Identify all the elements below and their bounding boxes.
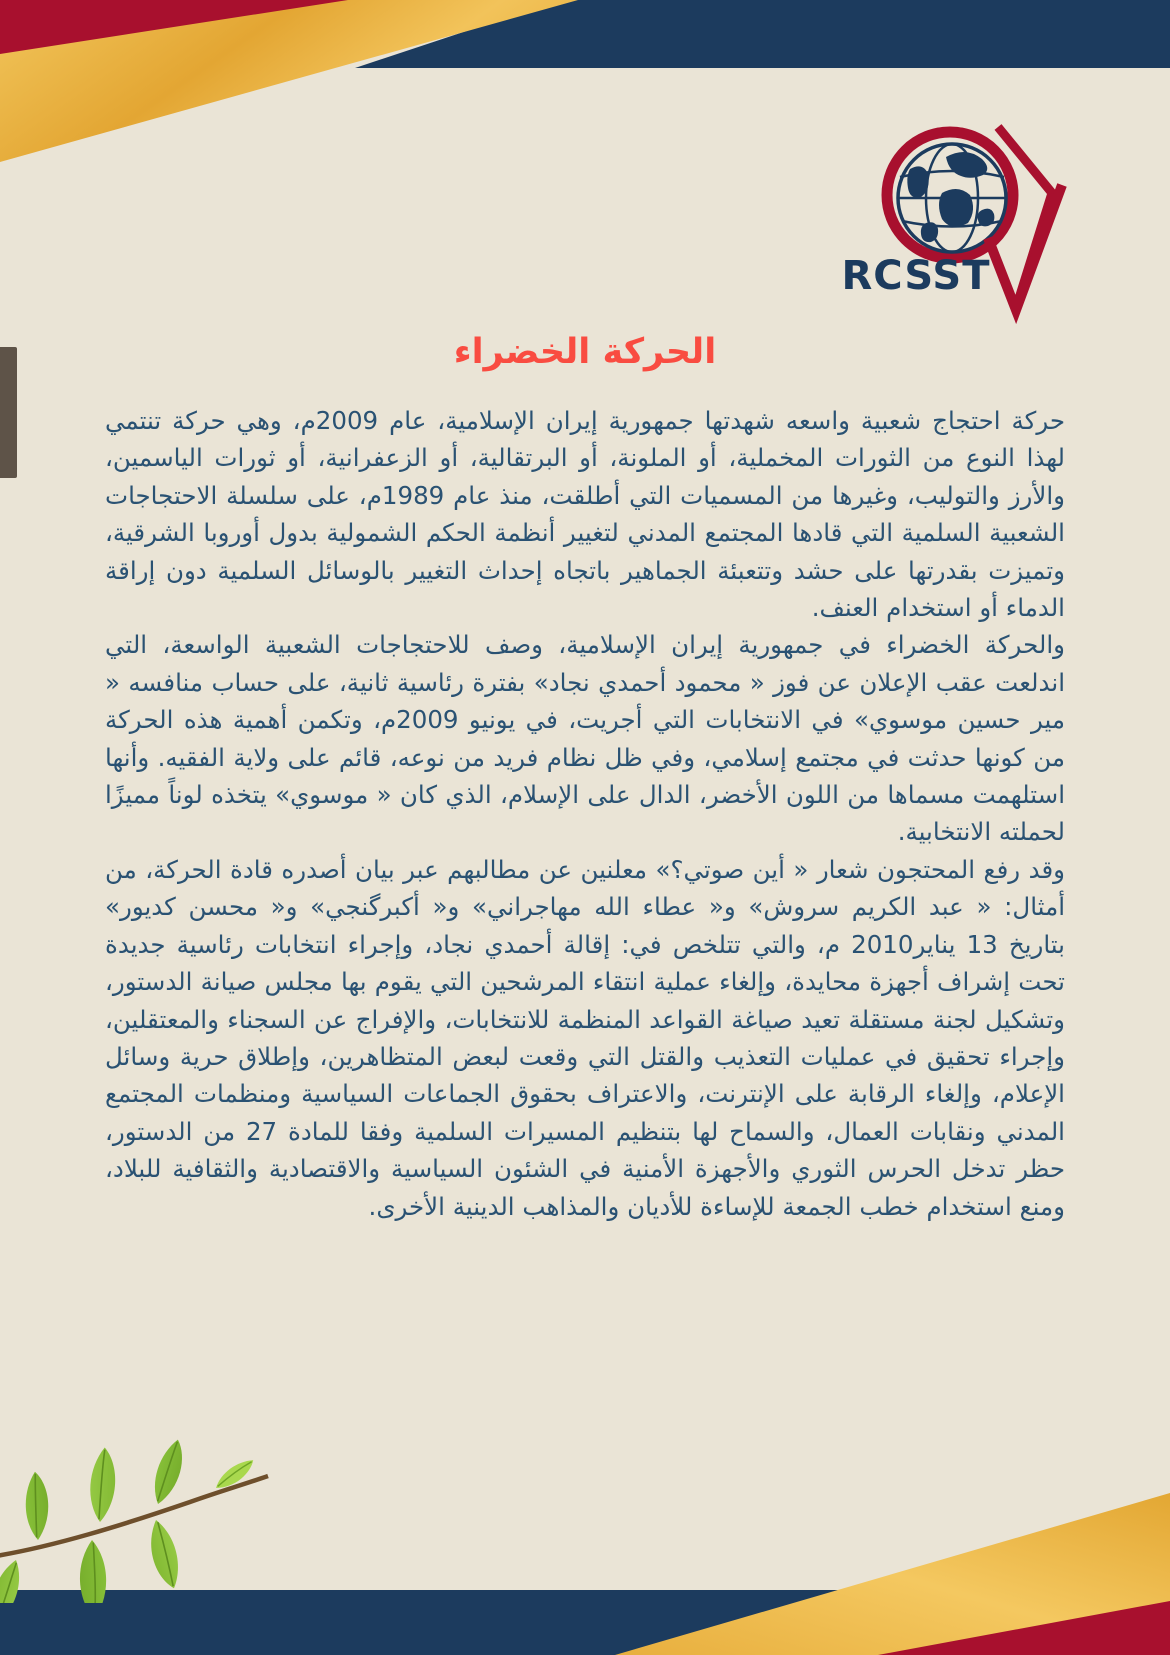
bottom-gold-ribbon xyxy=(615,1493,1170,1655)
paragraph-1: حركة احتجاج شعبية واسعه شهدتها جمهورية إيران الإسلامية، عام 2009م، وهي حركة تنتمي لهذا النوع من الثورات المخملية، أو الملونة، أو البرتقالية، أو الزعفرانية، أو ثورات الياسمين، والأرز والتوليب، وغيرها من المسميات التي أطلقت، منذ عام 1989م، على سلسلة الاحتجاجات الشعبية السلمية التي قادها المجتمع المدني لتغيير أنظمة الحكم الشمولية بدول أوروبا الشرقية، وتميزت بقدرتها على حشد وتتعبئة الجماهير باتجاه إحداث التغيير بالوسائل السلمية دون إراقة الدماء أو استخدام العنف. xyxy=(105,406,1066,623)
page-title: الحركة الخضراء xyxy=(453,332,717,372)
top-navy-ribbon xyxy=(355,0,1170,68)
bottom-crimson-ribbon xyxy=(878,1601,1170,1655)
paragraph-2: والحركة الخضراء في جمهورية إيران الإسلامية، وصف للاحتجاجات الشعبية الواسعة، التي اندلعت عقب الإعلان عن فوز « محمود أحمدي نجاد» بفترة رئاسية ثانية، على حساب منافسه « مير حسين موسوي» في الانتخابات التي أجريت، في يونيو 2009م، وتكمن أهمية هذه الحركة من كونها حدثت في مجتمع إسلامي، وفي ظل نظام فريد من نوعه، قائم على ولاية الفقيه. وأنها استلهمت مسماها من اللون الأخضر، الدال على الإسلام، الذي كان « موسوي» يتخذه لوناً مميزًا لحملته الانتخابية. xyxy=(105,630,1065,847)
article-body xyxy=(105,402,1065,1225)
leaf-branch-image xyxy=(0,1388,280,1603)
top-crimson-ribbon xyxy=(0,0,348,54)
logo-wordmark: RCSST xyxy=(841,253,991,299)
paragraph-3: وقد رفع المحتجون شعار « أين صوتي؟» معلنين عن مطالبهم عبر بيان أصدره قادة الحركة، من أمثال: « عبد الكريم سروش» و« عطاء الله مهاجراني» و« أكبرگنجي» و« محسن كديور» بتاريخ 13 يناير2010 م، والتي تتلخص في: إقالة أحمدي نجاد، وإجراء انتخابات رئاسية جديدة تحت إشراف أجهزة محايدة، وإلغاء عملية انتقاء المرشحين التي يقوم بها مجلس صيانة الدستور، وتشكيل لجنة مستقلة تعيد صياغة القواعد المنظمة للانتخابات، والإفراج عن السجناء والمعتقلين، وإجراء تحقيق في عمليات التعذيب والقتل التي وقعت لبعض المتظاهرين، وإطلاق حرية وسائل الإعلام، وإلغاء الرقابة على الإنترنت، والاعتراف بحقوق الجماعات السياسية ومنظمات المجتمع المدني ونقابات العمال، والسماح لها بتنظيم المسيرات السلمية وفقا للمادة 27 من الدستور، حظر تدخل الحرس الثوري والأجهزة الأمنية في الشئون السياسية والاقتصادية والثقافية للبلاد، ومنع استخدام خطب الجمعة للإساءة للأديان والمذاهب الدينية الأخرى. xyxy=(105,854,1065,1221)
rcsst-logo xyxy=(830,105,1090,325)
top-gold-ribbon xyxy=(0,0,578,162)
